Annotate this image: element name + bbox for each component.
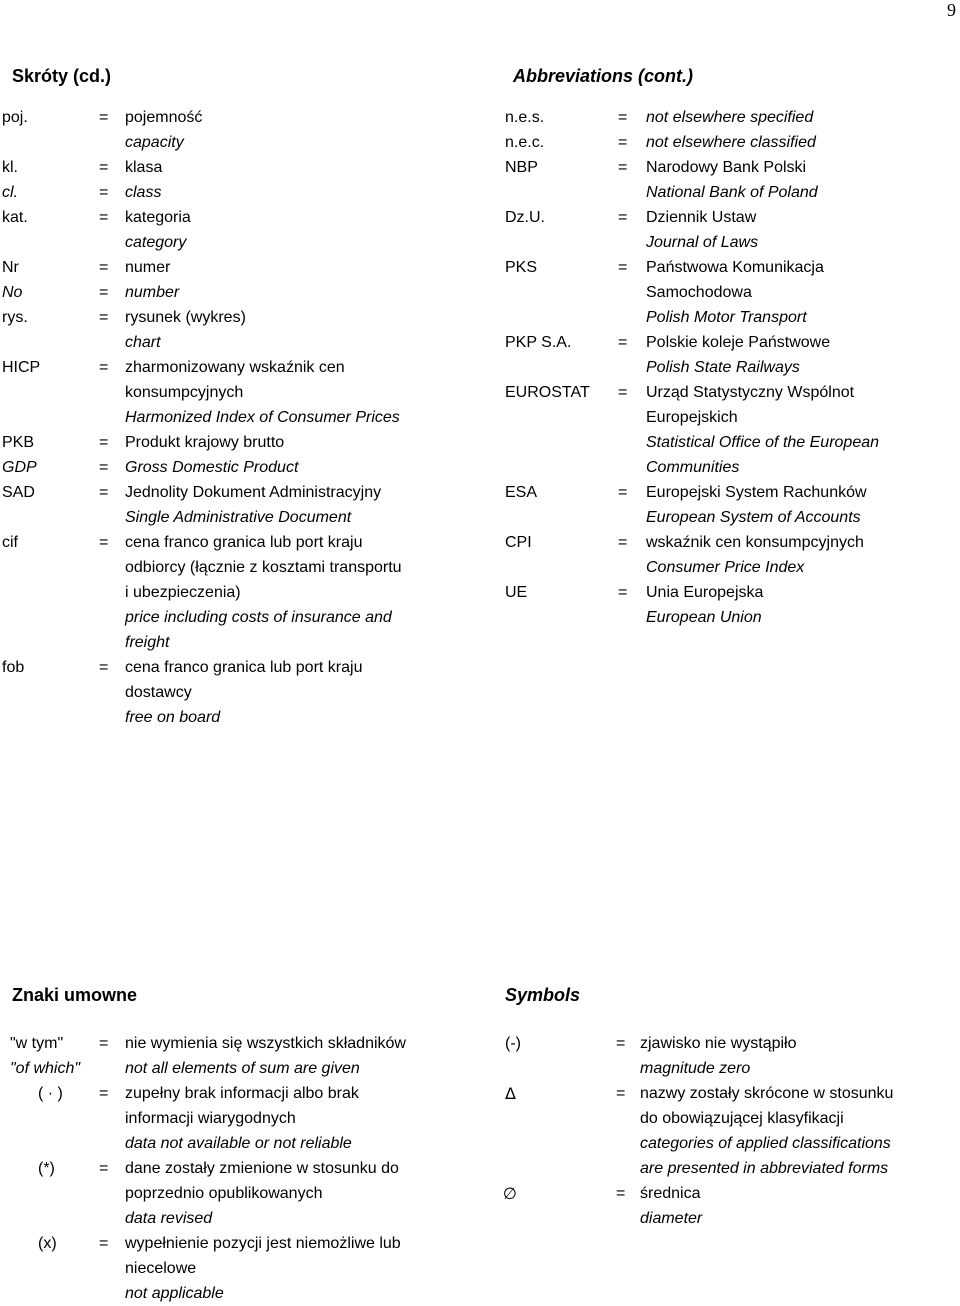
equals-sign: = <box>618 134 628 151</box>
abbr-translation: Harmonized Index of Consumer Prices <box>125 409 400 426</box>
equals-sign: = <box>616 1085 626 1102</box>
symbol-definition: średnica <box>640 1185 701 1202</box>
abbr-term: SAD <box>2 484 35 501</box>
symbol-translation: diameter <box>640 1210 703 1227</box>
abbr-term: Dz.U. <box>505 209 545 226</box>
abbr-definition: cena franco granica lub port kraju <box>125 534 363 551</box>
equals-sign: = <box>99 1160 109 1177</box>
sign-definition: wypełnienie pozycji jest niemożliwe lub <box>125 1235 401 1252</box>
abbr-term: poj. <box>2 109 28 126</box>
abbr-definition: Polskie koleje Państwowe <box>646 334 831 351</box>
sign-symbol: (x) <box>38 1235 57 1252</box>
abbr-definition: kategoria <box>125 209 191 226</box>
abbr-term: No <box>2 284 23 301</box>
abbr-term: fob <box>2 659 25 676</box>
heading-abbreviations-pl: Skróty (cd.) <box>12 66 112 86</box>
heading-signs-pl: Znaki umowne <box>12 985 138 1005</box>
abbr-term: NBP <box>505 159 538 176</box>
abbr-definition: konsumpcyjnych <box>125 384 244 401</box>
delta-icon: Δ <box>505 1084 516 1103</box>
abbr-term: GDP <box>2 459 37 476</box>
abbr-translation: not elsewhere specified <box>646 109 814 126</box>
sign-symbol: "w tym" <box>10 1035 64 1052</box>
abbr-definition: cena franco granica lub port kraju <box>125 659 363 676</box>
equals-sign: = <box>618 534 628 551</box>
abbr-translation: chart <box>125 334 161 351</box>
abbr-definition: dostawcy <box>125 684 192 701</box>
abbr-term: Nr <box>2 259 19 276</box>
symbol-dash: (-) <box>505 1035 521 1052</box>
equals-sign: = <box>618 334 628 351</box>
abbr-translation: price including costs of insurance and <box>125 609 392 626</box>
abbr-term: cif <box>2 534 18 551</box>
abbr-definition: Urząd Statystyczny Wspólnot <box>646 384 855 401</box>
empty-set-icon: ∅ <box>503 1184 517 1203</box>
page-number: 9 <box>947 0 956 20</box>
abbr-term: kat. <box>2 209 28 226</box>
abbr-term: UE <box>505 584 528 601</box>
abbr-term: EUROSTAT <box>505 384 590 401</box>
abbr-term: cl. <box>2 184 18 201</box>
abbr-translation: Statistical Office of the European <box>646 434 880 451</box>
abbr-term: CPI <box>505 534 532 551</box>
abbr-translation: freight <box>125 634 170 651</box>
equals-sign: = <box>99 1035 109 1052</box>
abbr-translation: Journal of Laws <box>646 234 759 251</box>
equals-sign: = <box>616 1035 626 1052</box>
sign-definition: dane zostały zmienione w stosunku do <box>125 1160 399 1177</box>
equals-sign: = <box>99 1235 109 1252</box>
symbol-translation: are presented in abbreviated forms <box>640 1160 889 1177</box>
abbr-term: PKP S.A. <box>505 334 572 351</box>
abbr-translation: European System of Accounts <box>646 509 861 526</box>
abbr-definition: Dziennik Ustaw <box>646 209 757 226</box>
abbr-definition: Produkt krajowy brutto <box>125 434 285 451</box>
symbol-definition: nazwy zostały skrócone w stosunku <box>640 1085 894 1102</box>
abbr-definition: Europejski System Rachunków <box>646 484 867 501</box>
sign-translation: data revised <box>125 1210 213 1227</box>
equals-sign: = <box>99 209 109 226</box>
equals-sign: = <box>99 284 109 301</box>
abbr-translation: capacity <box>125 134 184 151</box>
abbr-term: n.e.s. <box>505 109 545 126</box>
abbr-translation: Consumer Price Index <box>646 559 805 576</box>
abbr-translation: Polish State Railways <box>646 359 800 376</box>
sign-symbol: ( · ) <box>38 1085 63 1102</box>
equals-sign: = <box>618 159 628 176</box>
equals-sign: = <box>618 259 628 276</box>
abbr-definition: numer <box>125 259 171 276</box>
equals-sign: = <box>99 434 109 451</box>
equals-sign: = <box>99 159 109 176</box>
abbr-definition: Narodowy Bank Polski <box>646 159 807 176</box>
abbr-definition: Jednolity Dokument Administracyjny <box>125 484 382 501</box>
abbr-translation: class <box>125 184 162 201</box>
abbr-translation: number <box>125 284 180 301</box>
equals-sign: = <box>99 359 109 376</box>
abbr-term: PKB <box>2 434 35 451</box>
abbr-definition: klasa <box>125 159 163 176</box>
abbr-definition: odbiorcy (łącznie z kosztami transportu <box>125 559 402 576</box>
sign-translation: not all elements of sum are given <box>125 1060 360 1077</box>
abbr-term: n.e.c. <box>505 134 545 151</box>
sign-translation: not applicable <box>125 1285 224 1302</box>
abbr-term: ESA <box>505 484 538 501</box>
equals-sign: = <box>99 534 109 551</box>
abbr-translation: Communities <box>646 459 740 476</box>
equals-sign: = <box>99 459 109 476</box>
abbr-translation: Single Administrative Document <box>125 509 352 526</box>
equals-sign: = <box>616 1185 626 1202</box>
equals-sign: = <box>99 659 109 676</box>
heading-symbols-en: Symbols <box>505 985 581 1005</box>
abbr-translation: not elsewhere classified <box>646 134 816 151</box>
equals-sign: = <box>99 184 109 201</box>
symbol-translation: categories of applied classifications <box>640 1135 891 1152</box>
equals-sign: = <box>99 309 109 326</box>
abbr-definition: Europejskich <box>646 409 738 426</box>
abbr-translation: free on board <box>125 709 221 726</box>
abbr-term: kl. <box>2 159 18 176</box>
sign-definition: poprzednio opublikowanych <box>125 1185 323 1202</box>
abbr-term: rys. <box>2 309 28 326</box>
abbr-definition: i ubezpieczenia) <box>125 584 241 601</box>
abbr-translation: Polish Motor Transport <box>646 309 807 326</box>
abbr-definition: Samochodowa <box>646 284 752 301</box>
abbr-translation: National Bank of Poland <box>646 184 818 201</box>
abbr-translation: Gross Domestic Product <box>125 459 299 476</box>
sign-symbol: "of which" <box>10 1060 81 1077</box>
abbr-term: HICP <box>2 359 41 376</box>
abbr-definition: Unia Europejska <box>646 584 764 601</box>
sign-definition: nie wymienia się wszystkich składników <box>125 1035 406 1052</box>
equals-sign: = <box>618 584 628 601</box>
abbr-term: PKS <box>505 259 538 276</box>
equals-sign: = <box>618 484 628 501</box>
symbol-definition: do obowiązującej klasyfikacji <box>640 1110 844 1127</box>
symbol-translation: magnitude zero <box>640 1060 751 1077</box>
sign-definition: niecelowe <box>125 1260 197 1277</box>
equals-sign: = <box>99 1085 109 1102</box>
sign-definition: zupełny brak informacji albo brak <box>125 1085 359 1102</box>
equals-sign: = <box>618 209 628 226</box>
equals-sign: = <box>99 484 109 501</box>
abbr-definition: rysunek (wykres) <box>125 309 246 326</box>
equals-sign: = <box>618 109 628 126</box>
abbr-definition: Państwowa Komunikacja <box>646 259 824 276</box>
sign-translation: data not available or not reliable <box>125 1135 352 1152</box>
symbol-definition: zjawisko nie wystąpiło <box>640 1035 797 1052</box>
equals-sign: = <box>99 259 109 276</box>
heading-abbreviations-en: Abbreviations (cont.) <box>513 66 694 86</box>
sign-symbol: (*) <box>38 1160 55 1177</box>
equals-sign: = <box>99 109 109 126</box>
abbr-definition: zharmonizowany wskaźnik cen <box>125 359 345 376</box>
equals-sign: = <box>618 384 628 401</box>
abbr-definition: pojemność <box>125 109 203 126</box>
abbr-definition: wskaźnik cen konsumpcyjnych <box>646 534 864 551</box>
abbr-translation: European Union <box>646 609 762 626</box>
sign-definition: informacji wiarygodnych <box>125 1110 296 1127</box>
abbr-translation: category <box>125 234 187 251</box>
